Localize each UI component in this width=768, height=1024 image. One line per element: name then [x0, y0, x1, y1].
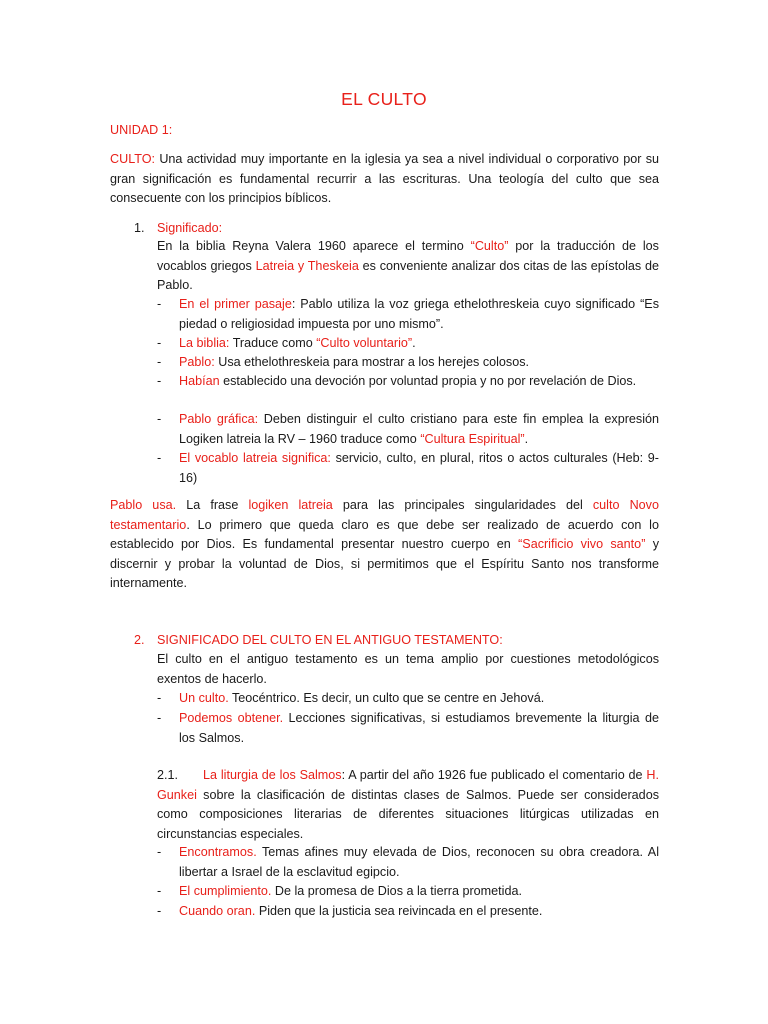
section1-heading: Significado: [157, 221, 223, 235]
s1-para-culto: “Culto” [470, 239, 509, 253]
item-text: : Pablo utiliza la voz griega ethelothreskeia cuyo significado “Es piedad o religiosidad impuesta por uno mismo”. [179, 297, 660, 331]
item-text: Usa ethelothreskeia para mostrar a los herejes colosos. [214, 355, 530, 369]
section1-number: 1. [134, 221, 145, 235]
item-text: servicio, culto, en plural, ritos o actos culturales (Heb: 9-16) [179, 451, 660, 485]
pablo-usa-term: logiken latreia [248, 498, 333, 512]
item-text: De la promesa de Dios a la tierra prometida. [271, 884, 522, 898]
section21-paragraph [157, 766, 659, 844]
pablo-usa-culto: culto Novo testamentario [110, 498, 659, 532]
intro-text: Una actividad muy importante en la iglesia ya sea a nivel individual o corporativo por su gran significación es fundamental recurrir a las escrituras. Una teología del culto que sea consecuente con los principios bíblicos. [110, 152, 659, 206]
pablo-usa-text-d: para las principales singularidades del [332, 498, 593, 512]
item-text: Deben distinguir el culto cristiano para este fin emplea la expresión Logiken latreia la RV – 1960 traduce como [179, 412, 659, 446]
s1-para-greek-terms: Latreia y Theskeia [255, 258, 359, 273]
item-text: Traduce como [229, 336, 317, 350]
item-text: Temas afines muy elevada de Dios, reconocen su obra creadora. Al libertar a Israel de la esclavitud egipcio. [179, 845, 659, 879]
item-label: Pablo gráfica: [179, 412, 259, 426]
section21-text-b: sobre la clasificación de distintas clases de Salmos. Puede ser considerados como composiciones literarias de diferentes situaciones litúrgicas utilizadas en circunstancias especiales. [157, 787, 659, 841]
section2-paragraph: El culto en el antiguo testamento es un tema amplio por cuestiones metodológicos exentos de hacerlo. [157, 652, 659, 686]
item-label: Encontramos. [179, 845, 257, 859]
section1-paragraph [157, 237, 659, 296]
item-tail: “Culto voluntario” [316, 336, 413, 350]
pablo-usa-text-f: . Lo primero que queda claro es que debe ser realizado de acuerdo con lo establecido por Dios. Es fundamental presentar nuestro cuerpo en [110, 517, 659, 552]
section21-text-a: : A partir del año 1926 fue publicado el comentario de [341, 768, 647, 782]
item-tail: “Cultura Espiritual” [420, 431, 525, 446]
item-label: La biblia: [179, 336, 230, 350]
intro-paragraph [110, 150, 659, 209]
item-label: El cumplimiento. [179, 884, 272, 898]
pablo-usa-paragraph [110, 496, 659, 594]
pablo-usa-label: Pablo usa. [110, 498, 177, 512]
pablo-usa-text-b: La frase [176, 498, 249, 512]
item-end: . [412, 336, 416, 350]
item-label: Un culto. [179, 691, 229, 705]
document-title: EL CULTO [341, 89, 427, 109]
s1-para-e: es conveniente analizar dos citas de las epístolas de Pablo. [157, 258, 659, 293]
item-label: En el primer pasaje [179, 297, 292, 311]
section21-number: 2.1. [157, 768, 179, 782]
section2-heading: SIGNIFICADO DEL CULTO EN EL ANTIGUO TESTAMENTO: [157, 633, 503, 647]
pablo-usa-text-h: y discernir y probar la voluntad de Dios, si permitimos que el Espíritu Santo nos transforme internamente. [110, 537, 659, 591]
item-text: establecido una devoción por voluntad propia y no por revelación de Dios. [219, 374, 637, 388]
item-label: Pablo: [179, 355, 215, 369]
document-page: EL CULTO UNIDAD 1: CULTO: Una actividad muy importante en la iglesia ya sea a nivel individual o corporativo por su gran significación es fundamental recurrir a las escrituras. Una teología del culto que sea consecuente con los principios bíblicos. 1. Significado: En la biblia Reyna Valera 1960 aparece el termino “Culto” por la traducción de los vocablos griegos Latreia y Theskeia es conveniente analizar dos citas de las epístolas de Pablo. - En el primer pasaje: Pablo utiliza la voz griega ethelothreskeia cuyo significado “Es piedad o religiosidad impuesta por uno mismo”. - La biblia: Traduce como “Culto voluntario”. - Pablo: Usa ethelothreskeia para mostrar a los herejes colosos. - Habían establecido una devoción por voluntad propia y no por revelación de Dios. - Pablo gráfica: Deben distinguir el culto cristiano para este fin emplea la expresión Logiken latreia la RV – 1960 traduce como “Cultura Espiritual”. - El vocablo latreia significa: servicio, culto, en plural, ritos o actos culturales (Heb: 9-16) Pablo usa. La frase logiken latreia para las principales singularidades del culto Novo testamentario. Lo primero que queda claro es que debe ser realizado de acuerdo con lo establecido por Dios. Es fundamental presentar nuestro cuerpo en “Sacrificio vivo santo” y discernir y probar la voluntad de Dios, si permitimos que el Espíritu Santo nos transforme internamente. 2. SIGNIFICADO DEL CULTO EN EL ANTIGUO TESTAMENTO: El culto en el antiguo testamento es un tema amplio por cuestiones metodológicos exentos de hacerlo. - Un culto. Teocéntrico. Es decir, un culto que se centre en Jehová. - Podemos obtener. Lecciones significativas, si estudiamos brevemente la liturgia de los Salmos. 2.1. La liturgia de los Salmos: A partir del año 1926 fue publicado el comentario de H. Gunkei sobre la clasificación de distintas clases de Salmos. Puede ser considerados como composiciones literarias de diferentes situaciones litúrgicas utilizadas en circunstancias especiales. - Encontramos. Temas afines muy elevada de Dios, reconocen su obra creadora. Al libertar a Israel de la esclavitud egipcio. - El cumplimiento. De la promesa de Dios a la tierra prometida. - Cuando oran. Piden que la justicia sea reivincada en el presente. [0, 0, 768, 1024]
section21-heading: La liturgia de los Salmos [203, 768, 342, 782]
item-text: Teocéntrico. Es decir, un culto que se centre en Jehová. [228, 691, 545, 705]
item-label: Podemos obtener. [179, 711, 284, 725]
s1-para-c: por la traducción de los vocablos griegos [157, 239, 659, 273]
item-text: Piden que la justicia sea reivincada en el presente. [255, 904, 543, 918]
section21-author: H. Gunkei [157, 768, 659, 802]
unit-heading: UNIDAD 1: [110, 123, 173, 137]
s1-para-a: En la biblia Reyna Valera 1960 aparece el termino [157, 239, 471, 253]
item-end: . [524, 431, 529, 446]
intro-label: CULTO: [110, 152, 156, 166]
pablo-usa-sacrificio: “Sacrificio vivo santo” [518, 537, 646, 552]
item-label: Habían [179, 374, 220, 388]
item-text: Lecciones significativas, si estudiamos brevemente la liturgia de los Salmos. [179, 711, 659, 745]
section2-number: 2. [134, 633, 145, 647]
item-label: El vocablo latreia significa: [179, 451, 331, 465]
item-label: Cuando oran. [179, 904, 256, 918]
